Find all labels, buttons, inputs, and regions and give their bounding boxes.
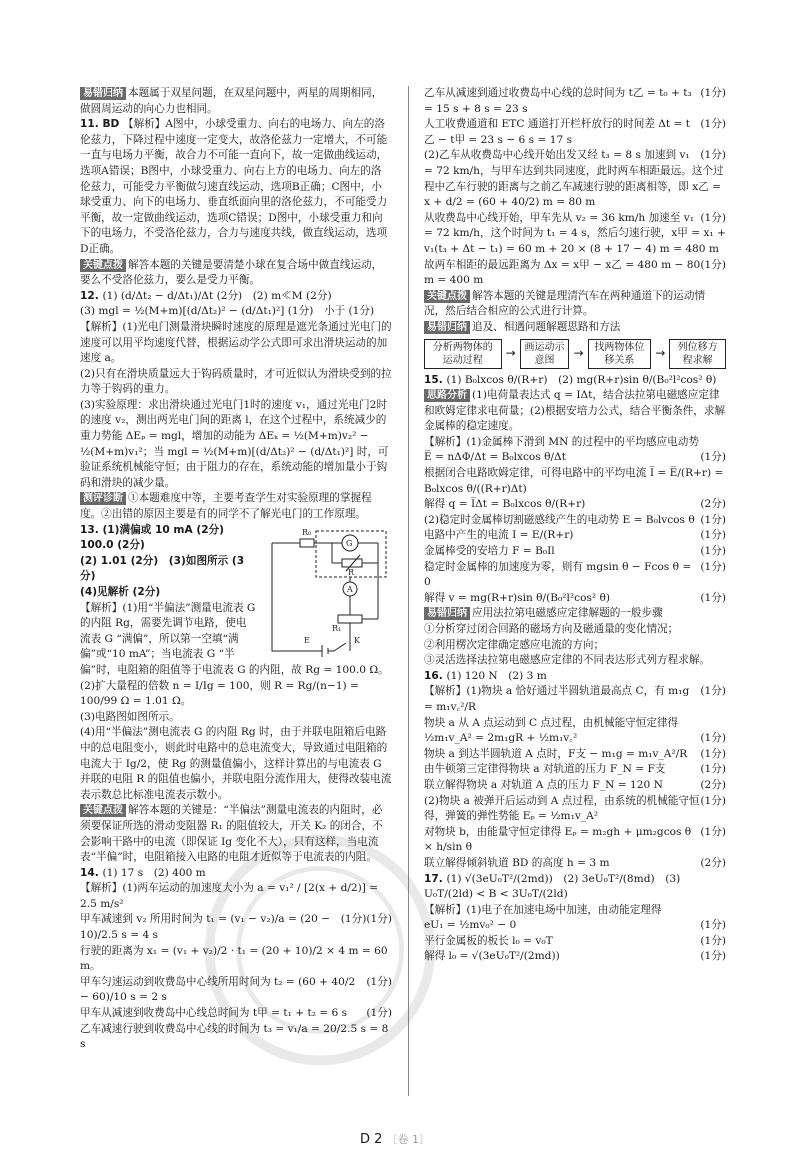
paragraph-text: 物块 a 到达半圆轨道 A 点时，F支 − m₁g = m₁v_A²/R bbox=[424, 747, 688, 760]
paragraph-text: 【解析】(1)用“半偏法”测量电流表 G 的内阻 Rg，需要先调节电路，使电流表 G “满偏”，所以第一空填“满偏”或“10 mA”；当电流表 G “半偏”时，电阻箱的阻值等于电流表 G 的内阻，故 Rg = 100.0 Ω。 bbox=[80, 601, 389, 676]
paragraph bbox=[424, 653, 726, 669]
paragraph-text: (1) √(3eU₀T²/(2md)) (2) 3eU₀T²/(8md) (3) U₀T/(2ld) < B < 3U₀T/(2ld) bbox=[424, 872, 681, 901]
circuit-label: G bbox=[346, 538, 353, 548]
paragraph-text: 解得 q = I̅Δt = B₀lxcos θ/(R+r) bbox=[424, 498, 586, 511]
score-mark: (1分) bbox=[700, 732, 726, 745]
paragraph bbox=[424, 747, 726, 763]
paragraph-text: 解得 v = mg(R+r)sin θ/(B₀²l²cos² θ) bbox=[424, 591, 611, 604]
question-number: 12. bbox=[80, 289, 103, 302]
question-number: 15. bbox=[424, 373, 447, 386]
paragraph bbox=[424, 903, 726, 919]
paragraph bbox=[424, 117, 726, 148]
paragraph-text: eU₁ = ½mv₀² − 0 bbox=[424, 919, 517, 932]
paragraph-text: (1) (d/Δt₂ − d/Δt₁)/Δt (2分) (2) m≪M (2分) bbox=[102, 289, 332, 302]
paragraph-text: 甲车匀速运动到收费岛中心线所用时间为 t₂ = (60 + 40/2 − 60)/10 s = 2 s bbox=[80, 975, 356, 1004]
paragraph bbox=[424, 289, 726, 320]
paragraph bbox=[424, 513, 726, 529]
paragraph bbox=[424, 825, 726, 856]
paragraph bbox=[424, 918, 726, 934]
paragraph-text: (2)稳定时金属棒切割磁感线产生的电动势 E = B₀lvcos θ bbox=[424, 513, 695, 526]
score-mark: (1分) bbox=[700, 591, 726, 604]
paragraph-text: ②利用楞次定律确定感应电流的方向； bbox=[424, 638, 605, 651]
paragraph bbox=[424, 148, 726, 210]
paragraph-text: 故两车相距的最远距离为 Δx = x甲 − x乙 = 480 m − 80 m = 400 m bbox=[424, 258, 701, 287]
paragraph-text: 联立解得倾斜轨道 BD 的高度 h = 3 m bbox=[424, 856, 610, 869]
paragraph-text: 【解析】(1)两车运动的加速度大小为 a = v₁² / [2(x + d/2)] = 2.5 m/s² bbox=[80, 882, 379, 910]
arrow-icon: → bbox=[655, 345, 666, 360]
paragraph bbox=[424, 684, 726, 715]
score-mark: (2分) bbox=[700, 778, 726, 791]
score-mark: (1分) bbox=[700, 950, 726, 963]
paragraph-text: 联立解得物块 a 对轨道 A 点的压力 F_N = 120 N bbox=[424, 778, 663, 791]
paragraph bbox=[424, 872, 726, 903]
circuit-label: K bbox=[354, 635, 360, 645]
score-mark: (1分) bbox=[700, 560, 726, 573]
section-tag: 关键点拨 bbox=[80, 804, 126, 817]
paragraph bbox=[424, 622, 726, 638]
paragraph bbox=[80, 398, 392, 492]
paragraph bbox=[424, 86, 726, 117]
score-mark: (1分) bbox=[700, 747, 726, 760]
paragraph bbox=[424, 638, 726, 654]
score-mark: (1分) bbox=[700, 513, 726, 526]
paragraph bbox=[424, 731, 726, 747]
method-flowchart bbox=[424, 339, 726, 369]
answer-key: (1)满偏或 10 mA (2分) 100.0 (2分) bbox=[80, 523, 235, 552]
paragraph bbox=[424, 794, 726, 825]
paragraph bbox=[424, 320, 726, 336]
circuit-label: A bbox=[347, 584, 353, 594]
paragraph bbox=[424, 560, 726, 591]
paragraph bbox=[424, 591, 726, 607]
paragraph-text: (1) B₀lxcos θ/(R+r) (2) mg(R+r)sin θ/(B₀²l²cos² θ) bbox=[446, 373, 717, 386]
paragraph-text: (2)物块 a 被弹开后运动到 A 点过程，由系统的机械能守恒得，弹簧的弹性势能 Eₚ = ½m₁v_A² bbox=[424, 794, 700, 823]
paragraph-text: 根据闭合电路欧姆定律，可得电路中的平均电流 I̅ = E̅/(R+r) = B₀lxcos θ/((R+r)Δt) bbox=[424, 467, 724, 495]
paragraph bbox=[80, 367, 392, 398]
paragraph bbox=[424, 528, 726, 544]
score-mark: (1分) bbox=[700, 825, 726, 838]
section-tag: 关键点拨 bbox=[424, 290, 470, 303]
paragraph bbox=[80, 679, 392, 710]
paragraph-text: 对物块 b，由能量守恒定律得 Eₚ = m₂gh + μm₂gcos θ × h/sin θ bbox=[424, 825, 692, 854]
paragraph bbox=[424, 716, 726, 732]
section-tag: 易错归纳 bbox=[80, 87, 126, 100]
score-mark: (2分) bbox=[700, 856, 726, 869]
flow-step: 找两物体位移关系 bbox=[588, 339, 652, 369]
paragraph-text: (3) mgl = ½(M+m)[(d/Δt₂)² − (d/Δt₁)²] (1分) 小于 (1分) bbox=[80, 305, 375, 318]
paragraph bbox=[424, 606, 726, 622]
section-tag: 关键点拨 bbox=[80, 259, 126, 272]
score-mark: (1分) bbox=[366, 975, 392, 988]
score-mark: (2分) bbox=[700, 498, 726, 511]
paragraph-text: ③灵活选择法拉第电磁感应定律的不同表达形式列方程求解。 bbox=[424, 654, 711, 667]
paragraph bbox=[424, 466, 726, 497]
page-sub-label: 〔卷 1〕 bbox=[386, 1133, 431, 1146]
score-mark: (1分) bbox=[700, 87, 726, 99]
paragraph-text: 甲车从减速到收费岛中心线总时间为 t甲 = t₁ + t₂ = 6 s bbox=[80, 1007, 348, 1020]
paragraph bbox=[424, 258, 726, 289]
score-mark: (1分) bbox=[700, 685, 726, 698]
paragraph bbox=[424, 934, 726, 950]
paragraph-text: ①本题难度中等，主要考查学生对实验原理的掌握程度。②出错的原因主要是有的同学不了解光电门的工作原理。 bbox=[80, 492, 372, 521]
paragraph bbox=[424, 373, 726, 389]
section-tag: 易错归纳 bbox=[424, 321, 470, 334]
paragraph-text: ½m₁v_A² = 2m₁gR + ½m₁v꜀² bbox=[424, 732, 578, 745]
paragraph-text: (1)电荷量表达式 q = IΔt，结合法拉第电磁感应定律和欧姆定律求电荷量；(2)根据安培力公式，结合平衡条件，求解金属棒的稳定速度。 bbox=[424, 389, 726, 433]
paragraph-text: 【解析】(1)物块 a 恰好通过半圆轨道最高点 C，有 m₁g = m₁v꜀²/R bbox=[424, 685, 690, 713]
paragraph-text: 乙车减速行驶到收费岛中心线的时间为 t₃ = v₁/a = 20/2.5 s = 8 s bbox=[80, 1022, 389, 1051]
paragraph bbox=[424, 762, 726, 778]
paragraph-text: 稳定时金属棒的加速度为零，则有 mgsin θ − Fcos θ = 0 bbox=[424, 560, 692, 589]
arrow-icon: → bbox=[573, 345, 584, 360]
question-number: 14. bbox=[80, 866, 103, 879]
paragraph-text: 解答本题的关键是要清楚小球在复合场中做直线运动，要么不受洛伦兹力，要么是受力平衡。 bbox=[80, 258, 383, 287]
paragraph bbox=[80, 86, 392, 117]
question-number: 13. bbox=[80, 523, 103, 536]
paragraph bbox=[80, 289, 392, 305]
paragraph-text: 从收费岛中心线开始，甲车先从 v₂ = 36 km/h 加速至 v₁ = 72 km/h，这个时间为 t₁ = 4 s，然后匀速行驶，x甲 = x₁ + v₁(t₃ + Δt − t₁) = 60 m + 20 × (8 + 17 − 4) m = 480 m bbox=[424, 211, 726, 255]
arrow-icon: → bbox=[505, 345, 516, 360]
paragraph-text: 甲车减速到 v₂ 所用时间为 t₁ = (v₁ − v₂)/a = (20 − 10)/2.5 s = 4 s bbox=[80, 913, 331, 942]
score-mark: (1分) bbox=[700, 211, 726, 224]
paragraph bbox=[424, 388, 726, 435]
paragraph bbox=[424, 778, 726, 794]
paragraph bbox=[80, 725, 392, 803]
paragraph-text: 行驶的距离为 x₁ = (v₁ + v₂)/2 · t₁ = (20 + 10)/2 × 4 m = 60 m。 bbox=[80, 944, 388, 973]
paragraph-text: 乙车从减速到通过收费岛中心线的总时间为 t乙 = t₀ + t₃ = 15 s + 8 s = 23 s bbox=[424, 87, 692, 115]
score-mark: (1分) bbox=[366, 1007, 392, 1020]
page-footer bbox=[0, 1132, 790, 1148]
answer-key: (2) 1.01 (2分) (3)如图所示 (3分) bbox=[80, 554, 245, 583]
paragraph-text: E̅ = nΔΦ/Δt = B₀lxcos θ/Δt bbox=[424, 451, 566, 464]
circuit-label: R bbox=[348, 567, 355, 577]
score-mark: (1分) bbox=[700, 451, 726, 464]
paragraph bbox=[80, 304, 392, 320]
question-number: 11. bbox=[80, 118, 103, 131]
paragraph-text: (2)只有在滑块质量远大于钩码质量时，才可近似认为滑块受到的拉力等于钩码的重力。 bbox=[80, 367, 392, 396]
paragraph-text: (1) 120 N (2) 3 m bbox=[446, 669, 547, 682]
score-mark: (1分) bbox=[340, 913, 367, 926]
flow-step: 画运动示意图 bbox=[520, 339, 570, 369]
paragraph-text: (1) 17 s (2) 400 m bbox=[102, 866, 206, 879]
watermark-logo bbox=[200, 830, 440, 1070]
paragraph-text: (4)用“半偏法”测电流表 G 的内阻 Rg 时，由于并联电阻箱后电路中的总电阻变小，则此时电路中的总电流变大，导致通过电阻箱的电流大于 Ig/2，使 Rg 的测量值偏小，这样计算出的与电流表 G 并联的电阻 R 的阻值也偏小，并联电阻分流作用大，使得改装电流表示数总比标准电流表示数小。 bbox=[80, 726, 392, 801]
score-mark: (1分) bbox=[700, 118, 726, 131]
paragraph-text: (3)电路图如图所示。 bbox=[80, 710, 180, 723]
section-tag: 思路分析 bbox=[424, 389, 470, 402]
paragraph bbox=[424, 211, 726, 258]
score-mark: (1分) bbox=[700, 919, 726, 932]
paragraph-text: 应用法拉第电磁感应定律解题的一般步骤 bbox=[472, 607, 663, 620]
paragraph bbox=[424, 450, 726, 466]
paragraph-text: 【解析】A图中，小球受重力、向右的电场力、向左的洛伦兹力，下降过程中速度一定变大，故洛伦兹力一定增大，不可能一直与电场力平衡，故合力不可能一直向下，故一定做曲线运动，选项A错误；B图中，小球受重力、向右上方的电场力、向左的洛伦兹力，可能受力平衡做匀速直线运动，选项B正确；C图中，小球受重力、向下的电场力、垂直纸面向里的洛伦兹力，不可能受力平衡，故一定做曲线运动，选项C错误；D图中，小球受重力和向下的电场力，不受洛伦兹力，合力与速度共线，做直线运动，选项D正确。 bbox=[80, 118, 388, 255]
paragraph bbox=[80, 117, 392, 257]
paragraph-text: 电路中产生的电流 I = E/(R+r) bbox=[424, 529, 574, 542]
score-mark: (1分) bbox=[700, 763, 726, 776]
score-mark: (1分) bbox=[700, 258, 726, 271]
question-number: 17. bbox=[424, 872, 447, 885]
question-number: 16. bbox=[424, 669, 447, 682]
paragraph bbox=[80, 258, 392, 289]
flow-step: 列位移方程求解 bbox=[669, 339, 726, 369]
circuit-label: R₁ bbox=[332, 623, 342, 633]
right-column bbox=[424, 86, 726, 965]
paragraph bbox=[80, 710, 392, 726]
answer-key: BD bbox=[102, 118, 124, 131]
paragraph bbox=[424, 544, 726, 560]
circuit-diagram bbox=[262, 523, 392, 657]
score-mark: (1分) bbox=[700, 149, 726, 162]
paragraph-text: 人工收费通道和 ETC 通道打开栏杆放行的时间差 Δt = t乙 − t甲 = 23 s − 6 s = 17 s bbox=[424, 118, 691, 146]
paragraph bbox=[424, 949, 726, 965]
paragraph-text: 【解析】(1)光电门测量滑块瞬时速度的原理是遮光条通过光电门的速度可以用平均速度代替，根据运动学公式即可求出滑块运动的加速度 a。 bbox=[80, 320, 392, 365]
paragraph bbox=[80, 491, 392, 522]
paragraph-text: 解得 l₀ = √(3eU₀T²/(2md)) bbox=[424, 950, 560, 963]
score-mark: (1分) bbox=[366, 913, 392, 926]
paragraph-text: 由牛顿第三定律得物块 a 对轨道的压力 F_N = F支 bbox=[424, 763, 666, 776]
paragraph bbox=[80, 320, 392, 367]
paragraph-text: (3)实验原理：求出滑块通过光电门1时的速度 v₁，通过光电门2时的速度 v₂，测出两光电门间的距离 l，在这个过程中，系统减少的重力势能 ΔEₚ = mgl，增加的动能为 ΔEₖ = ½(M+m)v₂² − ½(M+m)v₁²；当 mgl = ½(M+m)[(d/Δt₂)² − (d/Δt₁)²] 时，可验证系统机械能守恒；由于阻力的存在，系统动能的增加量小于钩码和滑块的减少量。 bbox=[80, 398, 389, 489]
section-tag: 易错归纳 bbox=[424, 607, 470, 620]
paragraph-text: (2)乙车从收费岛中心线开始出发又经 t₃ = 8 s 加速到 v₁ = 72 km/h，与甲车达到共同速度，此时两车相距最远。这个过程中乙车行驶的距离与之前乙车减速行驶的距离相等，即 x乙 = x + d/2 = (60 + 40/2) m = 80 m bbox=[424, 149, 724, 209]
circuit-label: E bbox=[304, 635, 310, 645]
page-number: D 2 bbox=[359, 1132, 383, 1147]
paragraph-text: ①分析穿过闭合回路的磁场方向及磁通量的变化情况； bbox=[424, 623, 679, 635]
section-tag: 测评诊断 bbox=[80, 492, 126, 505]
score-mark: (1分) bbox=[700, 545, 726, 558]
circuit-label: R₀ bbox=[302, 527, 312, 537]
paragraph-text: 解答本题的关键是：“半偏法”测量电流表的内阻时，必须要保证所选的滑动变阻器 R₁ 的阻值较大，开关 K₂ 的闭合，不会影响干路中的电流（即保证 Ig 变化不大），只有这样，当电流表“半偏”时，电阻箱接入电路的电阻才近似等于电流表的内阻。 bbox=[80, 804, 383, 864]
paragraph bbox=[424, 497, 726, 513]
paragraph-text: 平行金属板的板长 l₀ = v₀T bbox=[424, 934, 553, 947]
paragraph bbox=[424, 856, 726, 872]
flow-step: 分析两物体的运动过程 bbox=[424, 339, 502, 369]
paragraph-text: 追及、相遇问题解题思路和方法 bbox=[472, 320, 621, 333]
paragraph-text: 解答本题的关键是理清汽车在两种通道下的运动情况，然后结合相应的公式进行计算。 bbox=[424, 289, 706, 318]
score-mark: (1分) bbox=[700, 934, 726, 947]
score-mark: (1分) bbox=[700, 794, 726, 807]
paragraph-text: 【解析】(1)金属棒下滑到 MN 的过程中的平均感应电动势 bbox=[424, 435, 699, 448]
paragraph-text: 金属棒受的安培力 F = B₀Il bbox=[424, 545, 555, 558]
paragraph-text: (2)扩大量程的倍数 n = I/Ig = 100，则 R = Rg/(n−1) = 100/99 Ω = 1.01 Ω。 bbox=[80, 679, 359, 708]
paragraph bbox=[424, 669, 726, 685]
score-mark: (1分) bbox=[700, 529, 726, 542]
paragraph-text: 【解析】(1)电子在加速电场中加速，由动能定理得 bbox=[424, 903, 662, 916]
answer-key: (4)见解析 (2分) bbox=[80, 586, 161, 598]
paragraph-text: 物块 a 从 A 点运动到 C 点过程，由机械能守恒定律得 bbox=[424, 716, 679, 729]
paragraph bbox=[424, 435, 726, 451]
paragraph-text: 本题属于双星问题，在双星问题中，两星的周期相同，做圆周运动的向心力也相同。 bbox=[80, 87, 383, 115]
